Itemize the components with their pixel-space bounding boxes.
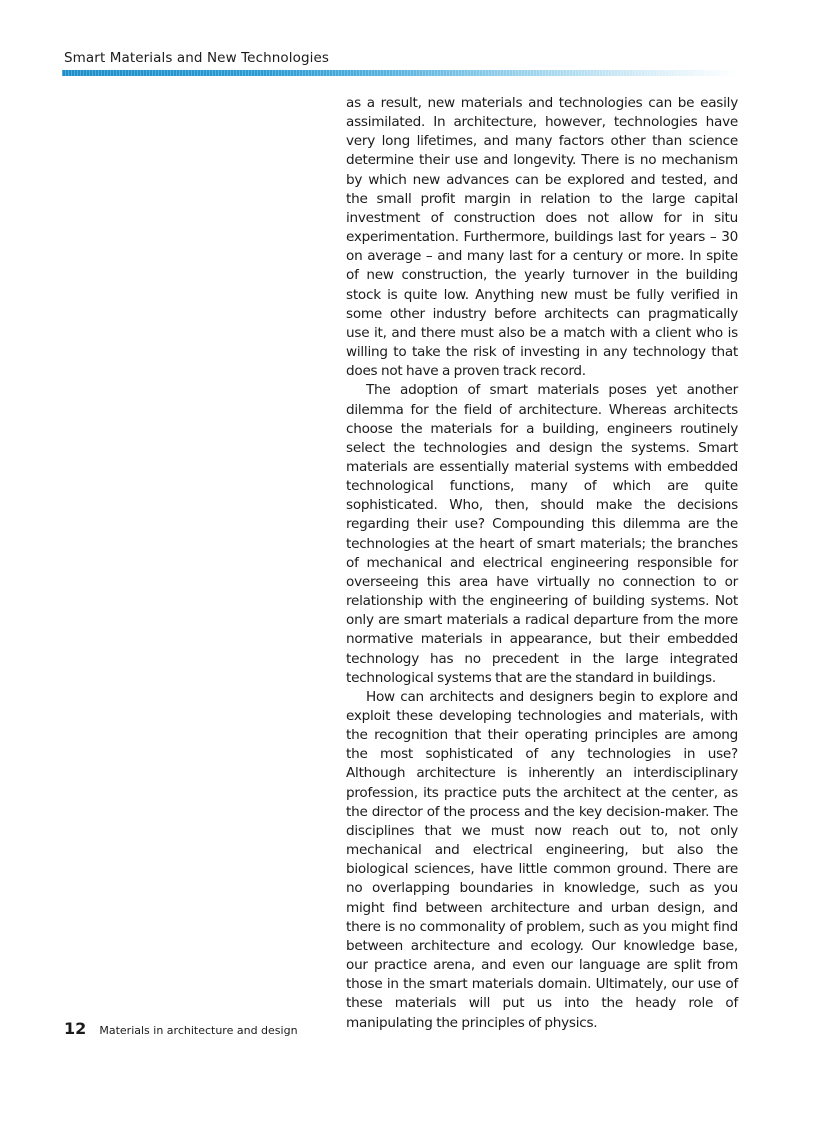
body-text-column <box>346 94 738 1033</box>
paragraph-1: as a result, new materials and technologies can be easily assimilated. In architecture, however, technologies have very long lifetimes, and many factors other than science determine their use and longevity. There is no mechanism by which new advances can be explored and tested, and the small profit margin in relation to the large capital investment of construction does not allow for in situ experimentation. Furthermore, buildings last for years – 30 on average – and many last for a century or more. In spite of new construction, the yearly turnover in the building stock is quite low. Anything new must be fully verified in some other industry before architects can pragmatically use it, and there must also be a match with a client who is willing to take the risk of investing in any technology that does not have a proven track record. <box>346 95 738 380</box>
page-footer <box>64 1019 298 1038</box>
paragraph-2: The adoption of smart materials poses yet another dilemma for the field of architecture. Whereas architects choose the materials for a building, engineers routinely select the technologies and design the systems. Smart materials are essentially material systems with embedded technological functions, many of which are quite sophisticated. Who, then, should make the decisions regarding their use? Compounding this dilemma are the technologies at the heart of smart materials; the branches of mechanical and electrical engineering responsible for overseeing this area have virtually no connection to or relationship with the engineering of building systems. Not only are smart materials a radical departure from the more normative materials in appearance, but their embedded technology has no precedent in the large integrated technological systems that are the standard in buildings. <box>346 382 738 686</box>
page-number: 12 <box>64 1019 87 1038</box>
header-rule <box>62 70 738 76</box>
paragraph-3: How can architects and designers begin to explore and exploit these developing technologies and materials, with the recognition that their operating principles are among the most sophisticated of any technologies in use? Although architecture is inherently an interdisciplinary profession, its practice puts the architect at the center, as the director of the process and the key decision-maker. The disciplines that we must now reach out to, not only mechanical and electrical engineering, but also the biological sciences, have little common ground. There are no overlapping boundaries in knowledge, such as you might find between architecture and urban design, and there is no commonality of problem, such as you might find between architecture and ecology. Our knowledge base, our practice arena, and even our language are split from those in the smart materials domain. Ultimately, our use of these materials will put us into the heady role of manipulating the principles of physics. <box>346 688 738 1031</box>
book-title: Materials in architecture and design <box>99 1024 298 1037</box>
running-header: Smart Materials and New Technologies <box>64 50 330 66</box>
